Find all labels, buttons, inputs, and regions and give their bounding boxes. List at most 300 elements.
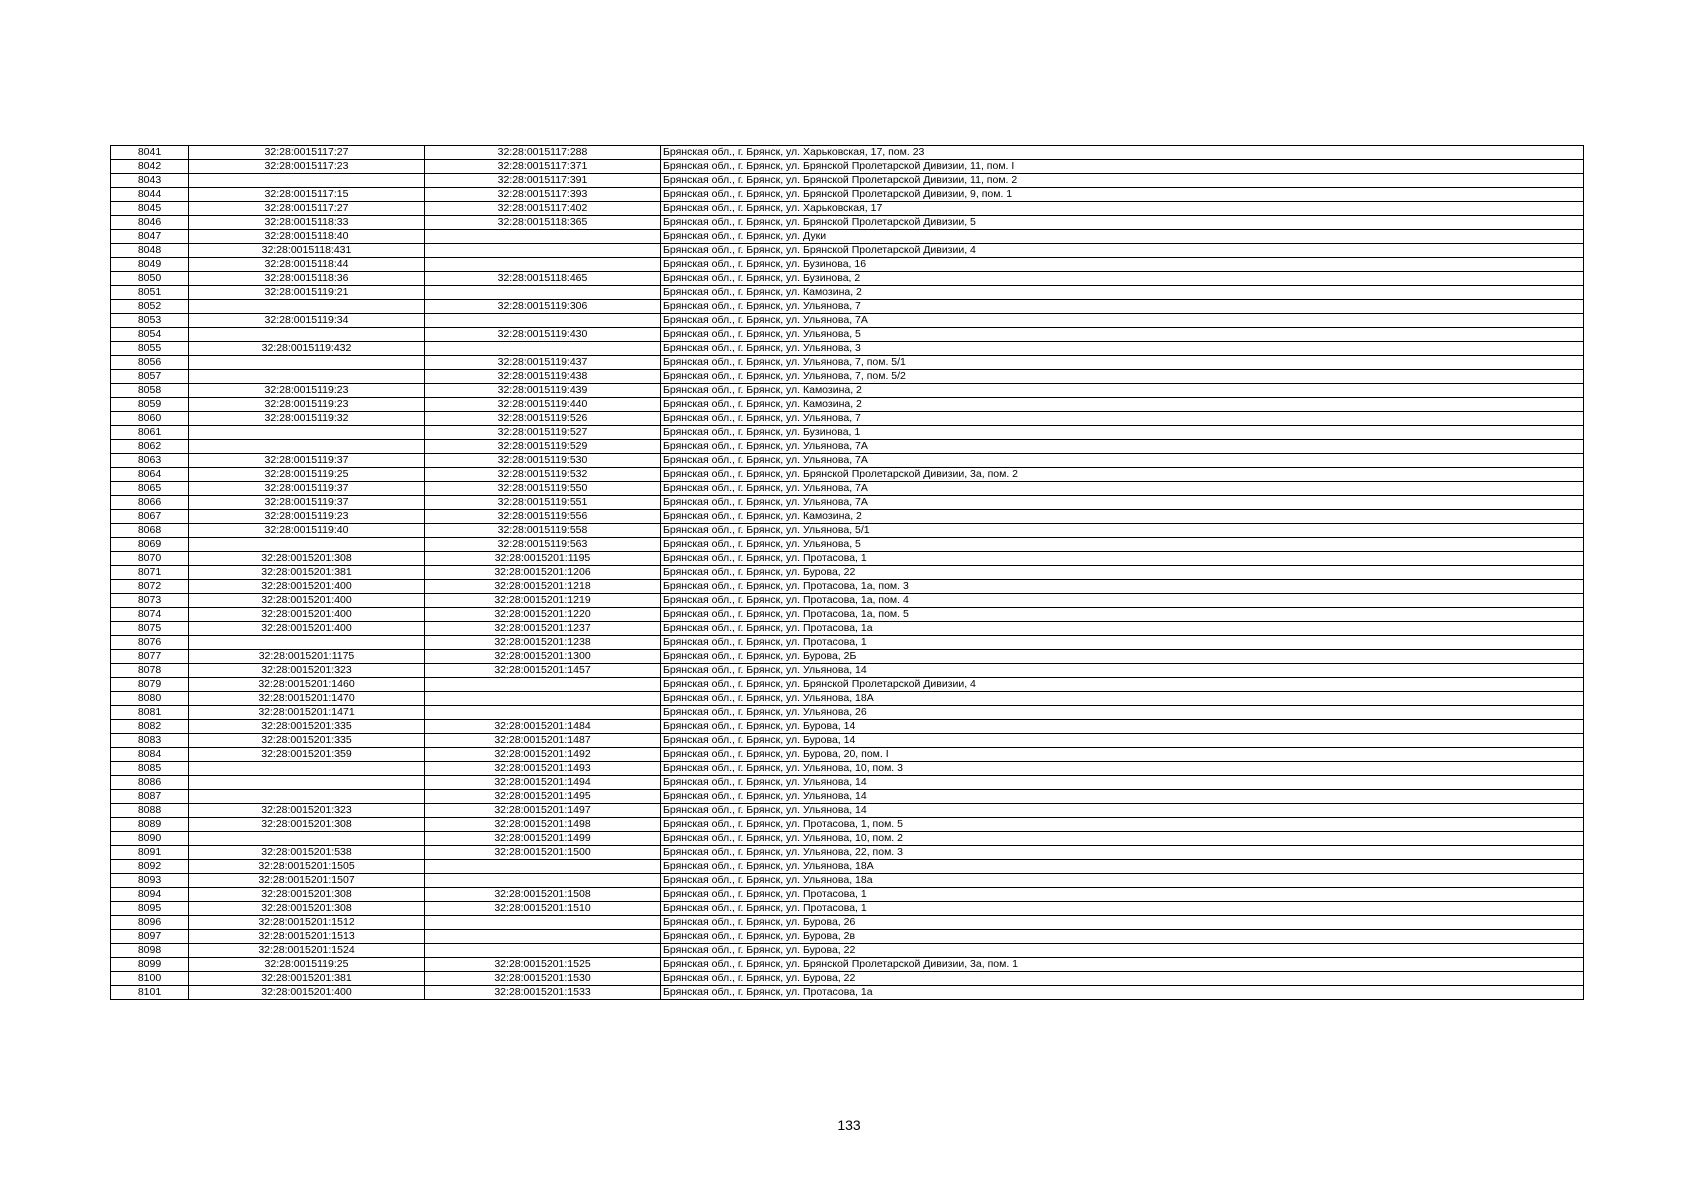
address-cell: Брянская обл., г. Брянск, ул. Ульянова, 14 — [661, 664, 1584, 678]
row-number-cell: 8084 — [111, 748, 189, 762]
table-row — [111, 328, 1584, 342]
row-number-cell: 8051 — [111, 286, 189, 300]
row-number-cell: 8066 — [111, 496, 189, 510]
row-number-cell: 8054 — [111, 328, 189, 342]
object-number-cell: 32:28:0015119:438 — [425, 370, 661, 384]
parcel-number-cell: 32:28:0015201:381 — [189, 566, 425, 580]
row-number-cell: 8068 — [111, 524, 189, 538]
table-row — [111, 580, 1584, 594]
object-number-cell: 32:28:0015201:1487 — [425, 734, 661, 748]
parcel-number-cell: 32:28:0015201:400 — [189, 622, 425, 636]
address-cell: Брянская обл., г. Брянск, ул. Камозина, 2 — [661, 398, 1584, 412]
row-number-cell: 8082 — [111, 720, 189, 734]
table-row — [111, 734, 1584, 748]
table-row — [111, 888, 1584, 902]
address-cell: Брянская обл., г. Брянск, ул. Ульянова, 7 — [661, 300, 1584, 314]
table-row — [111, 188, 1584, 202]
object-number-cell — [425, 944, 661, 958]
object-number-cell: 32:28:0015119:532 — [425, 468, 661, 482]
row-number-cell: 8089 — [111, 818, 189, 832]
parcel-number-cell: 32:28:0015201:335 — [189, 734, 425, 748]
row-number-cell: 8052 — [111, 300, 189, 314]
table-row — [111, 930, 1584, 944]
object-number-cell: 32:28:0015118:465 — [425, 272, 661, 286]
object-number-cell: 32:28:0015201:1533 — [425, 986, 661, 1000]
address-cell: Брянская обл., г. Брянск, ул. Брянской Пролетарской Дивизии, 5 — [661, 216, 1584, 230]
address-cell: Брянская обл., г. Брянск, ул. Камозина, 2 — [661, 286, 1584, 300]
table-row — [111, 510, 1584, 524]
parcel-number-cell: 32:28:0015118:40 — [189, 230, 425, 244]
object-number-cell: 32:28:0015201:1508 — [425, 888, 661, 902]
parcel-number-cell — [189, 790, 425, 804]
address-cell: Брянская обл., г. Брянск, ул. Бузинова, 16 — [661, 258, 1584, 272]
parcel-number-cell: 32:28:0015119:37 — [189, 482, 425, 496]
address-cell: Брянская обл., г. Брянск, ул. Брянской Пролетарской Дивизии, 4 — [661, 244, 1584, 258]
row-number-cell: 8048 — [111, 244, 189, 258]
parcel-number-cell: 32:28:0015119:432 — [189, 342, 425, 356]
parcel-number-cell: 32:28:0015201:1471 — [189, 706, 425, 720]
table-row — [111, 678, 1584, 692]
table-row — [111, 804, 1584, 818]
table-row — [111, 412, 1584, 426]
address-cell: Брянская обл., г. Брянск, ул. Дуки — [661, 230, 1584, 244]
parcel-number-cell: 32:28:0015118:44 — [189, 258, 425, 272]
address-cell: Брянская обл., г. Брянск, ул. Протасова, 1а — [661, 622, 1584, 636]
table-row — [111, 902, 1584, 916]
row-number-cell: 8056 — [111, 356, 189, 370]
table-row — [111, 776, 1584, 790]
row-number-cell: 8069 — [111, 538, 189, 552]
parcel-number-cell — [189, 440, 425, 454]
object-number-cell: 32:28:0015117:391 — [425, 174, 661, 188]
table-row — [111, 454, 1584, 468]
address-cell: Брянская обл., г. Брянск, ул. Брянской Пролетарской Дивизии, 4 — [661, 678, 1584, 692]
parcel-number-cell: 32:28:0015119:23 — [189, 398, 425, 412]
address-cell: Брянская обл., г. Брянск, ул. Бурова, 14 — [661, 720, 1584, 734]
address-cell: Брянская обл., г. Брянск, ул. Брянской Пролетарской Дивизии, 9, пом. 1 — [661, 188, 1584, 202]
table-row — [111, 664, 1584, 678]
row-number-cell: 8073 — [111, 594, 189, 608]
address-cell: Брянская обл., г. Брянск, ул. Протасова, 1а — [661, 986, 1584, 1000]
row-number-cell: 8060 — [111, 412, 189, 426]
table-row — [111, 230, 1584, 244]
table-row — [111, 342, 1584, 356]
address-cell: Брянская обл., г. Брянск, ул. Брянской Пролетарской Дивизии, 11, пом. 2 — [661, 174, 1584, 188]
parcel-number-cell — [189, 174, 425, 188]
row-number-cell: 8045 — [111, 202, 189, 216]
address-cell: Брянская обл., г. Брянск, ул. Протасова, 1а, пом. 4 — [661, 594, 1584, 608]
parcel-number-cell: 32:28:0015117:27 — [189, 202, 425, 216]
table-row — [111, 300, 1584, 314]
parcel-number-cell: 32:28:0015119:40 — [189, 524, 425, 538]
parcel-number-cell: 32:28:0015201:323 — [189, 664, 425, 678]
parcel-number-cell — [189, 538, 425, 552]
object-number-cell: 32:28:0015119:527 — [425, 426, 661, 440]
address-cell: Брянская обл., г. Брянск, ул. Ульянова, 18А — [661, 692, 1584, 706]
row-number-cell: 8097 — [111, 930, 189, 944]
object-number-cell: 32:28:0015201:1492 — [425, 748, 661, 762]
object-number-cell: 32:28:0015201:1238 — [425, 636, 661, 650]
parcel-number-cell — [189, 426, 425, 440]
row-number-cell: 8044 — [111, 188, 189, 202]
table-row — [111, 594, 1584, 608]
row-number-cell: 8041 — [111, 146, 189, 160]
row-number-cell: 8099 — [111, 958, 189, 972]
address-cell: Брянская обл., г. Брянск, ул. Ульянова, 14 — [661, 790, 1584, 804]
address-cell: Брянская обл., г. Брянск, ул. Ульянова, 26 — [661, 706, 1584, 720]
object-number-cell: 32:28:0015119:563 — [425, 538, 661, 552]
object-number-cell: 32:28:0015119:439 — [425, 384, 661, 398]
address-cell: Брянская обл., г. Брянск, ул. Брянской Пролетарской Дивизии, 3а, пом. 2 — [661, 468, 1584, 482]
table-row — [111, 160, 1584, 174]
address-cell: Брянская обл., г. Брянск, ул. Ульянова, 7, пом. 5/2 — [661, 370, 1584, 384]
table-row — [111, 860, 1584, 874]
registry-table-body — [111, 146, 1584, 1000]
address-cell: Брянская обл., г. Брянск, ул. Протасова, 1 — [661, 636, 1584, 650]
row-number-cell: 8100 — [111, 972, 189, 986]
row-number-cell: 8080 — [111, 692, 189, 706]
object-number-cell: 32:28:0015201:1493 — [425, 762, 661, 776]
address-cell: Брянская обл., г. Брянск, ул. Бурова, 2Б — [661, 650, 1584, 664]
table-row — [111, 314, 1584, 328]
parcel-number-cell: 32:28:0015201:335 — [189, 720, 425, 734]
object-number-cell — [425, 230, 661, 244]
parcel-number-cell: 32:28:0015118:33 — [189, 216, 425, 230]
address-cell: Брянская обл., г. Брянск, ул. Протасова, 1 — [661, 902, 1584, 916]
table-row — [111, 552, 1584, 566]
row-number-cell: 8077 — [111, 650, 189, 664]
object-number-cell: 32:28:0015119:530 — [425, 454, 661, 468]
row-number-cell: 8049 — [111, 258, 189, 272]
object-number-cell — [425, 874, 661, 888]
table-row — [111, 622, 1584, 636]
table-row — [111, 482, 1584, 496]
row-number-cell: 8079 — [111, 678, 189, 692]
object-number-cell: 32:28:0015119:551 — [425, 496, 661, 510]
object-number-cell — [425, 258, 661, 272]
table-row — [111, 762, 1584, 776]
parcel-number-cell: 32:28:0015201:400 — [189, 608, 425, 622]
row-number-cell: 8043 — [111, 174, 189, 188]
row-number-cell: 8074 — [111, 608, 189, 622]
object-number-cell: 32:28:0015119:430 — [425, 328, 661, 342]
address-cell: Брянская обл., г. Брянск, ул. Бурова, 22 — [661, 566, 1584, 580]
object-number-cell: 32:28:0015119:550 — [425, 482, 661, 496]
parcel-number-cell: 32:28:0015119:23 — [189, 510, 425, 524]
parcel-number-cell: 32:28:0015201:1470 — [189, 692, 425, 706]
row-number-cell: 8098 — [111, 944, 189, 958]
address-cell: Брянская обл., г. Брянск, ул. Брянской Пролетарской Дивизии, 11, пом. I — [661, 160, 1584, 174]
parcel-number-cell — [189, 636, 425, 650]
address-cell: Брянская обл., г. Брянск, ул. Ульянова, 14 — [661, 804, 1584, 818]
parcel-number-cell: 32:28:0015201:381 — [189, 972, 425, 986]
address-cell: Брянская обл., г. Брянск, ул. Ульянова, 7А — [661, 440, 1584, 454]
table-row — [111, 202, 1584, 216]
object-number-cell: 32:28:0015119:437 — [425, 356, 661, 370]
object-number-cell — [425, 692, 661, 706]
object-number-cell — [425, 678, 661, 692]
parcel-number-cell: 32:28:0015119:21 — [189, 286, 425, 300]
address-cell: Брянская обл., г. Брянск, ул. Ульянова, 18А — [661, 860, 1584, 874]
address-cell: Брянская обл., г. Брянск, ул. Протасова, 1а, пом. 3 — [661, 580, 1584, 594]
parcel-number-cell: 32:28:0015201:1505 — [189, 860, 425, 874]
parcel-number-cell: 32:28:0015201:1524 — [189, 944, 425, 958]
table-row — [111, 398, 1584, 412]
table-row — [111, 720, 1584, 734]
row-number-cell: 8070 — [111, 552, 189, 566]
address-cell: Брянская обл., г. Брянск, ул. Бурова, 22 — [661, 972, 1584, 986]
row-number-cell: 8064 — [111, 468, 189, 482]
object-number-cell: 32:28:0015201:1218 — [425, 580, 661, 594]
table-row — [111, 356, 1584, 370]
row-number-cell: 8091 — [111, 846, 189, 860]
table-row — [111, 832, 1584, 846]
row-number-cell: 8042 — [111, 160, 189, 174]
table-row — [111, 650, 1584, 664]
parcel-number-cell: 32:28:0015118:431 — [189, 244, 425, 258]
object-number-cell: 32:28:0015201:1220 — [425, 608, 661, 622]
address-cell: Брянская обл., г. Брянск, ул. Бурова, 2в — [661, 930, 1584, 944]
address-cell: Брянская обл., г. Брянск, ул. Ульянова, 18а — [661, 874, 1584, 888]
parcel-number-cell: 32:28:0015118:36 — [189, 272, 425, 286]
object-number-cell: 32:28:0015201:1500 — [425, 846, 661, 860]
parcel-number-cell — [189, 776, 425, 790]
object-number-cell: 32:28:0015119:526 — [425, 412, 661, 426]
parcel-number-cell — [189, 300, 425, 314]
row-number-cell: 8096 — [111, 916, 189, 930]
address-cell: Брянская обл., г. Брянск, ул. Ульянова, 5/1 — [661, 524, 1584, 538]
object-number-cell: 32:28:0015201:1498 — [425, 818, 661, 832]
row-number-cell: 8087 — [111, 790, 189, 804]
table-row — [111, 440, 1584, 454]
address-cell: Брянская обл., г. Брянск, ул. Ульянова, 5 — [661, 538, 1584, 552]
parcel-number-cell: 32:28:0015201:1507 — [189, 874, 425, 888]
row-number-cell: 8055 — [111, 342, 189, 356]
row-number-cell: 8085 — [111, 762, 189, 776]
table-row — [111, 174, 1584, 188]
parcel-number-cell: 32:28:0015201:308 — [189, 888, 425, 902]
parcel-number-cell: 32:28:0015201:538 — [189, 846, 425, 860]
row-number-cell: 8059 — [111, 398, 189, 412]
object-number-cell — [425, 930, 661, 944]
row-number-cell: 8061 — [111, 426, 189, 440]
parcel-number-cell: 32:28:0015201:400 — [189, 986, 425, 1000]
address-cell: Брянская обл., г. Брянск, ул. Бурова, 22 — [661, 944, 1584, 958]
address-cell: Брянская обл., г. Брянск, ул. Харьковская, 17, пом. 23 — [661, 146, 1584, 160]
object-number-cell — [425, 244, 661, 258]
object-number-cell: 32:28:0015201:1195 — [425, 552, 661, 566]
address-cell: Брянская обл., г. Брянск, ул. Ульянова, 7 — [661, 412, 1584, 426]
address-cell: Брянская обл., г. Брянск, ул. Камозина, 2 — [661, 384, 1584, 398]
parcel-number-cell: 32:28:0015201:1460 — [189, 678, 425, 692]
address-cell: Брянская обл., г. Брянск, ул. Протасова, 1 — [661, 552, 1584, 566]
address-cell: Брянская обл., г. Брянск, ул. Ульянова, 22, пом. 3 — [661, 846, 1584, 860]
address-cell: Брянская обл., г. Брянск, ул. Камозина, 2 — [661, 510, 1584, 524]
object-number-cell: 32:28:0015201:1497 — [425, 804, 661, 818]
address-cell: Брянская обл., г. Брянск, ул. Бурова, 26 — [661, 916, 1584, 930]
row-number-cell: 8067 — [111, 510, 189, 524]
address-cell: Брянская обл., г. Брянск, ул. Ульянова, 7А — [661, 314, 1584, 328]
table-row — [111, 636, 1584, 650]
parcel-number-cell — [189, 762, 425, 776]
row-number-cell: 8083 — [111, 734, 189, 748]
table-row — [111, 496, 1584, 510]
row-number-cell: 8101 — [111, 986, 189, 1000]
address-cell: Брянская обл., г. Брянск, ул. Ульянова, 10, пом. 2 — [661, 832, 1584, 846]
address-cell: Брянская обл., г. Брянск, ул. Протасова, 1, пом. 5 — [661, 818, 1584, 832]
table-row — [111, 790, 1584, 804]
object-number-cell: 32:28:0015117:402 — [425, 202, 661, 216]
parcel-number-cell — [189, 832, 425, 846]
object-number-cell: 32:28:0015119:558 — [425, 524, 661, 538]
object-number-cell — [425, 916, 661, 930]
table-row — [111, 258, 1584, 272]
parcel-number-cell: 32:28:0015119:25 — [189, 468, 425, 482]
object-number-cell: 32:28:0015201:1219 — [425, 594, 661, 608]
row-number-cell: 8092 — [111, 860, 189, 874]
object-number-cell: 32:28:0015201:1457 — [425, 664, 661, 678]
object-number-cell: 32:28:0015201:1484 — [425, 720, 661, 734]
object-number-cell — [425, 286, 661, 300]
table-row — [111, 286, 1584, 300]
object-number-cell: 32:28:0015119:529 — [425, 440, 661, 454]
address-cell: Брянская обл., г. Брянск, ул. Протасова, 1 — [661, 888, 1584, 902]
object-number-cell — [425, 342, 661, 356]
table-row — [111, 608, 1584, 622]
table-row — [111, 846, 1584, 860]
object-number-cell: 32:28:0015117:371 — [425, 160, 661, 174]
table-row — [111, 370, 1584, 384]
row-number-cell: 8095 — [111, 902, 189, 916]
object-number-cell — [425, 860, 661, 874]
address-cell: Брянская обл., г. Брянск, ул. Бузинова, 2 — [661, 272, 1584, 286]
parcel-number-cell — [189, 356, 425, 370]
address-cell: Брянская обл., г. Брянск, ул. Протасова, 1а, пом. 5 — [661, 608, 1584, 622]
address-cell: Брянская обл., г. Брянск, ул. Ульянова, 7, пом. 5/1 — [661, 356, 1584, 370]
parcel-number-cell: 32:28:0015201:400 — [189, 594, 425, 608]
object-number-cell: 32:28:0015119:556 — [425, 510, 661, 524]
row-number-cell: 8088 — [111, 804, 189, 818]
row-number-cell: 8093 — [111, 874, 189, 888]
table-row — [111, 944, 1584, 958]
row-number-cell: 8053 — [111, 314, 189, 328]
object-number-cell: 32:28:0015201:1237 — [425, 622, 661, 636]
parcel-number-cell: 32:28:0015201:308 — [189, 552, 425, 566]
table-row — [111, 748, 1584, 762]
row-number-cell: 8058 — [111, 384, 189, 398]
object-number-cell: 32:28:0015201:1300 — [425, 650, 661, 664]
table-row — [111, 986, 1584, 1000]
table-row — [111, 692, 1584, 706]
table-row — [111, 384, 1584, 398]
address-cell: Брянская обл., г. Брянск, ул. Ульянова, 5 — [661, 328, 1584, 342]
row-number-cell: 8075 — [111, 622, 189, 636]
parcel-number-cell: 32:28:0015201:1175 — [189, 650, 425, 664]
object-number-cell: 32:28:0015117:288 — [425, 146, 661, 160]
parcel-number-cell: 32:28:0015119:34 — [189, 314, 425, 328]
table-row — [111, 566, 1584, 580]
table-row — [111, 538, 1584, 552]
object-number-cell: 32:28:0015201:1530 — [425, 972, 661, 986]
object-number-cell: 32:28:0015119:440 — [425, 398, 661, 412]
row-number-cell: 8094 — [111, 888, 189, 902]
row-number-cell: 8062 — [111, 440, 189, 454]
parcel-number-cell: 32:28:0015119:32 — [189, 412, 425, 426]
row-number-cell: 8081 — [111, 706, 189, 720]
object-number-cell: 32:28:0015118:365 — [425, 216, 661, 230]
parcel-number-cell: 32:28:0015201:359 — [189, 748, 425, 762]
parcel-number-cell: 32:28:0015201:1512 — [189, 916, 425, 930]
row-number-cell: 8076 — [111, 636, 189, 650]
registry-table — [110, 145, 1584, 1000]
table-row — [111, 146, 1584, 160]
table-row — [111, 818, 1584, 832]
address-cell: Брянская обл., г. Брянск, ул. Брянской Пролетарской Дивизии, 3а, пом. 1 — [661, 958, 1584, 972]
row-number-cell: 8090 — [111, 832, 189, 846]
row-number-cell: 8046 — [111, 216, 189, 230]
row-number-cell: 8057 — [111, 370, 189, 384]
row-number-cell: 8063 — [111, 454, 189, 468]
address-cell: Брянская обл., г. Брянск, ул. Бурова, 20, пом. I — [661, 748, 1584, 762]
address-cell: Брянская обл., г. Брянск, ул. Харьковская, 17 — [661, 202, 1584, 216]
address-cell: Брянская обл., г. Брянск, ул. Ульянова, 7А — [661, 496, 1584, 510]
parcel-number-cell: 32:28:0015119:23 — [189, 384, 425, 398]
address-cell: Брянская обл., г. Брянск, ул. Ульянова, 3 — [661, 342, 1584, 356]
address-cell: Брянская обл., г. Брянск, ул. Бурова, 14 — [661, 734, 1584, 748]
parcel-number-cell: 32:28:0015119:25 — [189, 958, 425, 972]
object-number-cell — [425, 706, 661, 720]
parcel-number-cell: 32:28:0015201:1513 — [189, 930, 425, 944]
object-number-cell — [425, 314, 661, 328]
address-cell: Брянская обл., г. Брянск, ул. Ульянова, 14 — [661, 776, 1584, 790]
address-cell: Брянская обл., г. Брянск, ул. Ульянова, 10, пом. 3 — [661, 762, 1584, 776]
table-row — [111, 972, 1584, 986]
object-number-cell: 32:28:0015119:306 — [425, 300, 661, 314]
parcel-number-cell: 32:28:0015117:23 — [189, 160, 425, 174]
table-row — [111, 916, 1584, 930]
address-cell: Брянская обл., г. Брянск, ул. Ульянова, 7А — [661, 454, 1584, 468]
parcel-number-cell: 32:28:0015117:27 — [189, 146, 425, 160]
row-number-cell: 8071 — [111, 566, 189, 580]
row-number-cell: 8065 — [111, 482, 189, 496]
table-row — [111, 874, 1584, 888]
parcel-number-cell: 32:28:0015117:15 — [189, 188, 425, 202]
row-number-cell: 8050 — [111, 272, 189, 286]
row-number-cell: 8078 — [111, 664, 189, 678]
table-row — [111, 244, 1584, 258]
table-row — [111, 272, 1584, 286]
object-number-cell: 32:28:0015201:1510 — [425, 902, 661, 916]
parcel-number-cell: 32:28:0015119:37 — [189, 454, 425, 468]
table-row — [111, 426, 1584, 440]
parcel-number-cell — [189, 328, 425, 342]
address-cell: Брянская обл., г. Брянск, ул. Ульянова, 7А — [661, 482, 1584, 496]
parcel-number-cell: 32:28:0015119:37 — [189, 496, 425, 510]
parcel-number-cell: 32:28:0015201:400 — [189, 580, 425, 594]
row-number-cell: 8072 — [111, 580, 189, 594]
object-number-cell: 32:28:0015201:1495 — [425, 790, 661, 804]
parcel-number-cell: 32:28:0015201:323 — [189, 804, 425, 818]
object-number-cell: 32:28:0015201:1525 — [425, 958, 661, 972]
address-cell: Брянская обл., г. Брянск, ул. Бузинова, 1 — [661, 426, 1584, 440]
row-number-cell: 8047 — [111, 230, 189, 244]
object-number-cell: 32:28:0015201:1499 — [425, 832, 661, 846]
row-number-cell: 8086 — [111, 776, 189, 790]
table-row — [111, 524, 1584, 538]
object-number-cell: 32:28:0015117:393 — [425, 188, 661, 202]
object-number-cell: 32:28:0015201:1494 — [425, 776, 661, 790]
table-row — [111, 706, 1584, 720]
